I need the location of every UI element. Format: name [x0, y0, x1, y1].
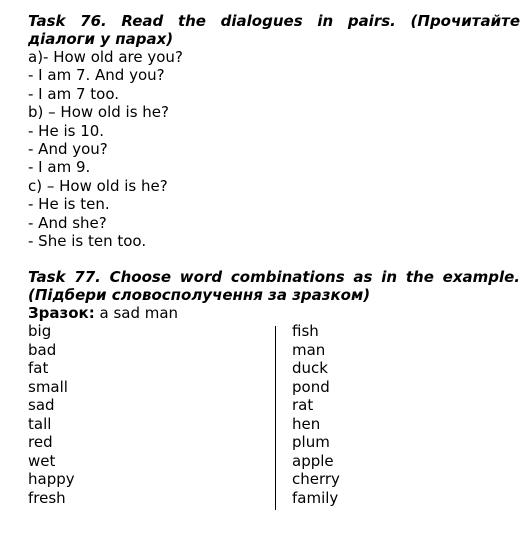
adjective-word: happy [28, 470, 75, 489]
noun-word: man [292, 340, 326, 359]
adjective-word: fat [28, 359, 49, 378]
task-76-section [28, 12, 520, 250]
dialogue-line: - And you? [28, 140, 108, 159]
adjective-word: fresh [28, 488, 66, 507]
noun-word: family [292, 488, 339, 507]
dialogue-line: - I am 7. And you? [28, 66, 165, 85]
noun-word: pond [292, 377, 330, 396]
dialogue-line: - And she? [28, 213, 107, 232]
adjective-word: red [28, 433, 53, 452]
noun-word: rat [292, 396, 314, 415]
example-label: Зразок: [28, 304, 95, 323]
dialogue-line: c) – How old is he? [28, 176, 168, 195]
dialogue-line: - I am 9. [28, 158, 91, 177]
task-77-title: Task 77. Choose word combinations as in the example. (Підбери словосполучення за зразком) [28, 268, 520, 305]
dialogue-line: b) – How old is he? [28, 103, 169, 122]
adjective-word: wet [28, 451, 56, 470]
word-columns [28, 322, 520, 512]
adjective-word: tall [28, 414, 52, 433]
example-line [28, 304, 520, 322]
example-text: a sad man [94, 304, 179, 323]
noun-word: fish [292, 322, 319, 341]
adjective-word: sad [28, 396, 55, 415]
noun-word: plum [292, 433, 330, 452]
noun-column [292, 322, 512, 507]
dialogue-line: - I am 7 too. [28, 84, 119, 103]
task-76-dialogues [28, 48, 520, 250]
adjective-word: bad [28, 340, 57, 359]
dialogue-line: - He is ten. [28, 195, 110, 214]
noun-word: duck [292, 359, 328, 378]
dialogue-line: a)- How old are you? [28, 48, 183, 66]
adjective-word: big [28, 322, 52, 341]
adjective-word: small [28, 377, 68, 396]
dialogue-line: - He is 10. [28, 121, 105, 140]
noun-word: hen [292, 414, 321, 433]
noun-word: cherry [292, 470, 340, 489]
task-76-title: Task 76. Read the dialogues in pairs. (Прочитайте діалоги у парах) [28, 12, 520, 48]
section-spacer [28, 250, 520, 268]
task-77-section [28, 268, 520, 512]
noun-word: apple [292, 451, 334, 470]
document-page [28, 12, 520, 512]
column-divider [275, 326, 276, 510]
adjective-column [28, 322, 268, 507]
dialogue-line: - She is ten too. [28, 232, 147, 251]
